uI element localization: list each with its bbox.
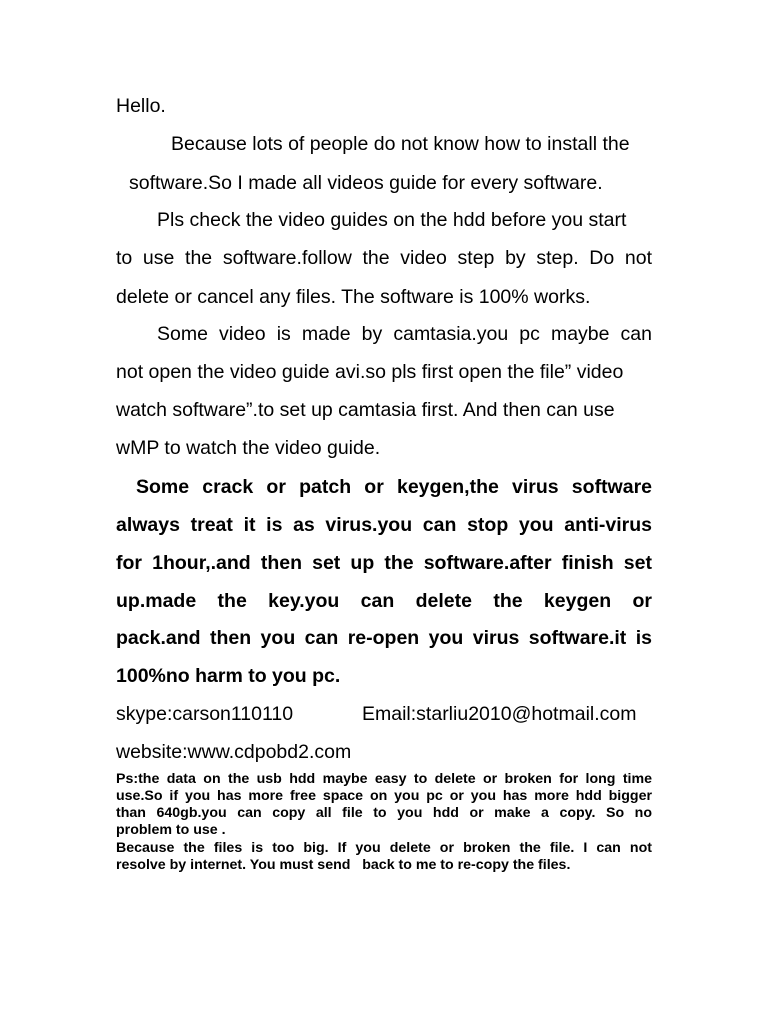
paragraph-3-line-2: not open the video guide avi.so pls first open the file” video xyxy=(116,361,624,383)
email-contact: Email:starliu2010@hotmail.com xyxy=(362,703,637,725)
paragraph-4-line-4: up.made the key.you can delete the keygen or xyxy=(116,590,652,612)
paragraph-4-line-6: 100%no harm to you pc. xyxy=(116,665,341,687)
website-contact: website:www.cdpobd2.com xyxy=(116,741,352,763)
paragraph-3-line-4: wMP to watch the video guide. xyxy=(116,437,381,459)
paragraph-2-line-2: to use the software.follow the video step by step. Do not xyxy=(116,247,652,269)
postscript-line-5: Because the files is too big. If you delete or broken the file. I can not xyxy=(116,840,652,856)
paragraph-1-line-2: software.So I made all videos guide for every software. xyxy=(129,172,603,194)
paragraph-4-line-1: Some crack or patch or keygen,the virus software xyxy=(136,476,652,498)
paragraph-3-line-1: Some video is made by camtasia.you pc maybe can xyxy=(157,323,652,345)
postscript-line-1: Ps:the data on the usb hdd maybe easy to delete or broken for long time xyxy=(116,771,652,787)
paragraph-2-line-3: delete or cancel any files. The software is 100% works. xyxy=(116,286,591,308)
paragraph-4-line-2: always treat it is as virus.you can stop you anti-virus xyxy=(116,514,652,536)
skype-contact: skype:carson110110 xyxy=(116,703,294,725)
greeting: Hello. xyxy=(116,95,166,117)
paragraph-4-line-5: pack.and then you can re-open you virus software.it is xyxy=(116,627,652,649)
postscript-line-4: problem to use . xyxy=(116,822,226,838)
postscript-line-6: resolve by internet. You must send back to me to re-copy the files. xyxy=(116,857,571,873)
paragraph-3-line-3: watch software”.to set up camtasia first. And then can use xyxy=(116,399,615,421)
postscript-line-3: than 640gb.you can copy all file to you hdd or make a copy. So no xyxy=(116,805,652,821)
postscript-line-2: use.So if you has more free space on you pc or you has more hdd bigger xyxy=(116,788,652,804)
paragraph-2-line-1: Pls check the video guides on the hdd before you start xyxy=(157,209,627,231)
paragraph-1-line-1: Because lots of people do not know how to install the xyxy=(171,133,630,155)
paragraph-4-line-3: for 1hour,.and then set up the software.after finish set xyxy=(116,552,652,574)
